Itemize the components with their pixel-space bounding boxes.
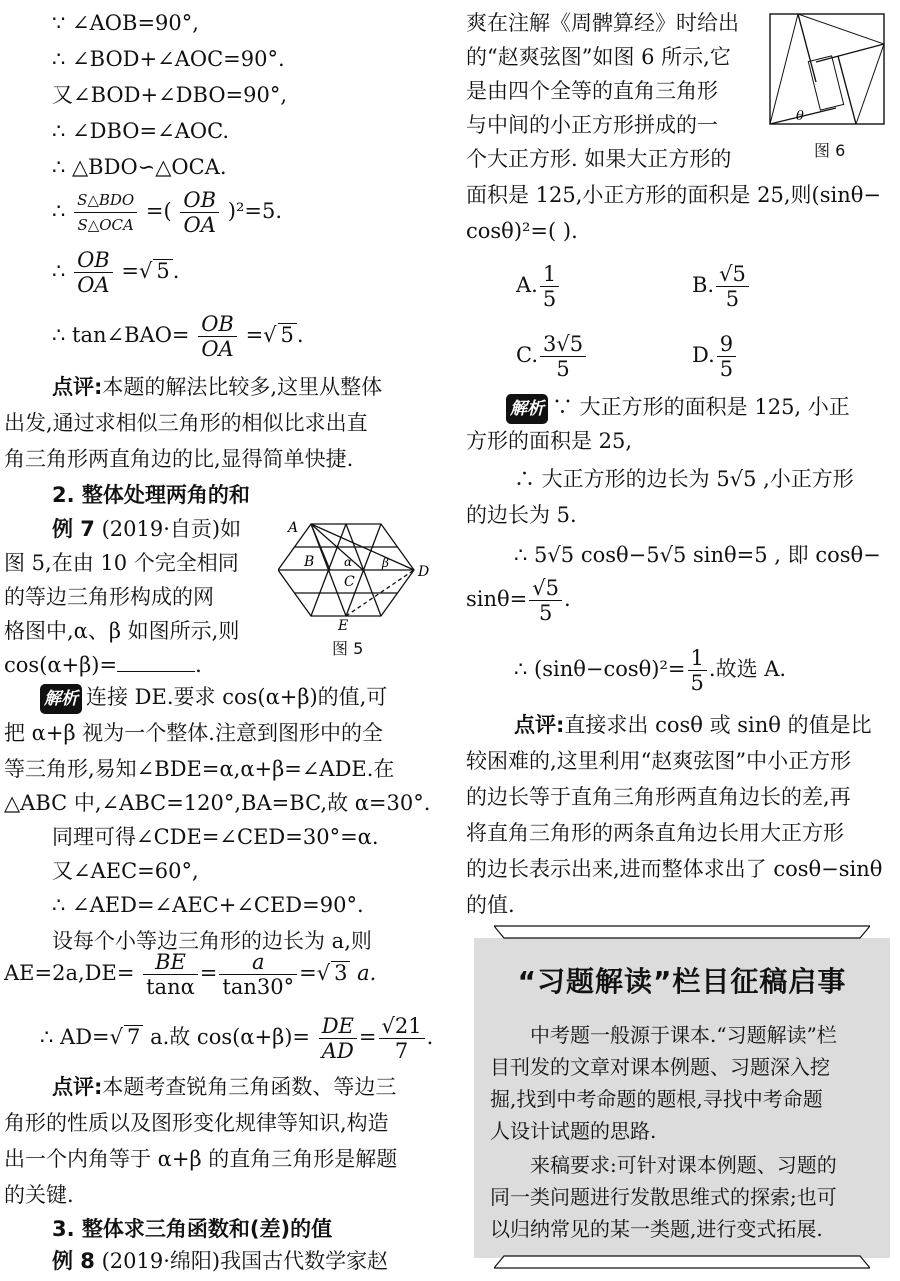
notice-paragraph: 以归纳常见的某一类题,进行变式拓展. [490,1217,823,1241]
proof-line: ∵ ∠AOB=90°, [52,11,199,35]
proof-line: ∴ △BDO∽△OCA. [52,155,227,179]
option-a: A. $\frac{1}{5}$ [516,262,900,311]
comment-line: 的关键. [4,1183,74,1207]
notice-paragraph: 目刊发的文章对课本例题、习题深入挖 [490,1055,830,1079]
figure-5-hexagon-grid [278,518,438,630]
point-label-B: B [304,554,315,570]
solution-line: 的边长为 5. [466,503,577,527]
comment-line: 较困难的,这里利用“赵爽弦图”中小正方形 [466,749,852,773]
solution-line-sin: sinθ= $\frac{√5}{5}$ . [466,576,571,625]
point-label-E: E [338,618,349,630]
comment-line: 点评:本题考查锐角三角函数、等边三 [52,1075,397,1099]
solution-line: 解析 连接 DE.要求 cos(α+β)的值,可 [40,682,436,714]
fraction: $\frac{9}{5}$ [717,332,736,381]
section-heading: 2. 整体处理两角的和 [52,483,250,507]
notice-paragraph: 掘,找到中考命题的题根,寻找中考命题 [490,1087,823,1111]
solution-line: 方形的面积是 25, [466,429,633,453]
option-c: C. $\frac{3√5}{5}$ [516,332,900,381]
point-label-D: D [418,564,430,580]
comment-line: 角形的性质以及图形变化规律等知识,构造 [4,1111,389,1135]
solution-line: ∴ 大正方形的边长为 5√5 ,小正方形 [514,467,854,491]
angle-label-alpha: α [344,555,353,569]
comment-line: 点评:本题的解法比较多,这里从整体 [52,375,383,399]
solution-line: ∴ 5√5 cosθ−5√5 sinθ=5 , 即 cosθ− [514,543,881,567]
solution-line: △ABC 中,∠ABC=120°,BA=BC,故 α=30°. [4,791,431,815]
solution-tag: 解析 [506,394,548,424]
point-label-A: A [288,520,299,536]
option-d: D. $\frac{9}{5}$ [692,332,900,381]
section-heading: 3. 整体求三角函数和(差)的值 [52,1217,333,1241]
comment-line: 将直角三角形的两条直角边长用大正方形 [466,821,844,845]
problem-line: 爽在注解《周髀算经》时给出 [466,11,739,35]
example-line: cos(α+β)= . [4,653,202,677]
fraction: $\frac{√5}{5}$ [716,262,749,311]
example-line: 的等边三角形构成的网 [4,585,214,609]
example-line: 例 7 (2019·自贡)如 [52,517,242,541]
proof-line: ∴ ∠DBO=∠AOC. [52,119,230,143]
solution-line: 设每个小等边三角形的边长为 a,则 [52,929,372,953]
point-label-C: C [344,574,355,590]
solution-line: ∴ ∠AED=∠AEC+∠CED=90°. [52,893,364,917]
fraction: $\frac{BE}{\tan\alpha}$ [143,950,198,999]
notice-bottom-banner [494,1254,870,1270]
figure-caption: 图 5 [332,639,364,658]
fraction: $\frac{OB}{OA}$ [74,248,113,297]
problem-line: 与中间的小正方形拼成的一 [466,113,718,137]
comment-line: 的边长表示出来,进而整体求出了 cosθ−sinθ [466,857,883,881]
comment-line: 的值. [466,893,515,917]
proof-line: ∴ ∠BOD+∠AOC=90°. [52,47,285,71]
solution-line: 又∠AEC=60°, [52,859,199,883]
proof-line-area-ratio: ∴ $\frac{\text{S△BDO}}{\text{S△OCA}}$ =( $\frac{OB}{OA}$ )²=5. [52,188,282,237]
comment-line: 出一个内角等于 α+β 的直角三角形是解题 [4,1147,398,1171]
answer-blank [117,671,195,672]
comment-line: 点评:直接求出 cosθ 或 sinθ 的值是比 [514,713,872,737]
comment-line: 出发,通过求相似三角形的相似比求出直 [4,411,368,435]
fraction: $\frac{\text{S△BDO}}{\text{S△OCA}}$ [74,188,137,237]
notice-top-banner [494,924,870,940]
problem-line: 面积是 125,小正方形的面积是 25,则(sinθ− [466,183,881,207]
comment-line: 角三角形两直角边的比,显得简单快捷. [4,447,354,471]
notice-paragraph: 同一类问题进行发散思维式的探索;也可 [490,1185,837,1209]
notice-title: “习题解读”栏目征稿启事 [517,965,847,998]
solution-line-de: AE=2a,DE= $\frac{BE}{\tan\alpha}$ = $\frac{a}{\tan 30^\circ}$ =√ 3 a. [4,950,377,999]
problem-line: 是由四个全等的直角三角形 [466,79,718,103]
solution-line: 把 α+β 视为一个整体.注意到图形中的全 [4,721,383,745]
solution-tag: 解析 [40,684,82,714]
example-line: 例 8 (2019·绵阳)我国古代数学家赵 [52,1249,389,1273]
problem-line: cosθ)²=( ). [466,219,578,243]
fraction: $\frac{DE}{AD}$ [319,1014,357,1063]
problem-line: 的“赵爽弦图”如图 6 所示,它 [466,45,731,69]
example-line: 图 5,在由 10 个完全相同 [4,551,239,575]
fraction: $\frac{a}{\tan 30^\circ}$ [219,950,297,999]
solution-line-result: ∴ (sinθ−cosθ)²= $\frac{1}{5}$ .故选 A. [514,646,787,695]
figure-6-zhao-shuang-diagram [768,12,894,128]
notice-paragraph: 来稿要求:可针对课本例题、习题的 [530,1153,837,1177]
fraction: $\frac{√5}{5}$ [529,576,562,625]
fraction: $\frac{3√5}{5}$ [540,332,586,381]
proof-line-ratio: ∴ $\frac{OB}{OA}$ =√ 5 . [52,248,180,297]
notice-paragraph: 中考题一般源于课本.“习题解读”栏 [530,1023,837,1047]
call-for-papers-box [474,938,890,1258]
fraction: $\frac{1}{5}$ [688,646,707,695]
solution-line: 等三角形,易知∠BDE=α,α+β=∠ADE.在 [4,757,395,781]
problem-line: 个大正方形. 如果大正方形的 [466,147,732,171]
figure-caption: 图 6 [814,141,846,160]
proof-line: 又∠BOD+∠DBO=90°, [52,83,288,107]
fraction: $\frac{√21}{7}$ [379,1014,425,1063]
fraction: $\frac{OB}{OA}$ [198,312,237,361]
solution-line-ad: ∴ AD=√ 7 a.故 cos(α+β)= $\frac{DE}{AD}$ = $\frac{√21}{7}$ . [40,1014,434,1063]
angle-label-beta: β [382,556,389,570]
solution-line: 同理可得∠CDE=∠CED=30°=α. [52,825,379,849]
angle-label-theta: θ [796,109,804,124]
comment-line: 的边长等于直角三角形两直角边长的差,再 [466,785,851,809]
fraction: $\frac{OB}{OA}$ [180,188,219,237]
example-line: 格图中,α、β 如图所示,则 [4,619,240,643]
proof-line-tan: ∴ tan∠BAO= $\frac{OB}{OA}$ =√ 5 . [52,312,304,361]
option-b: B. $\frac{√5}{5}$ [692,262,900,311]
fraction: $\frac{1}{5}$ [540,262,559,311]
solution-line: 解析 ∵ 大正方形的面积是 125, 小正 [506,392,900,424]
notice-paragraph: 人设计试题的思路. [490,1119,657,1143]
